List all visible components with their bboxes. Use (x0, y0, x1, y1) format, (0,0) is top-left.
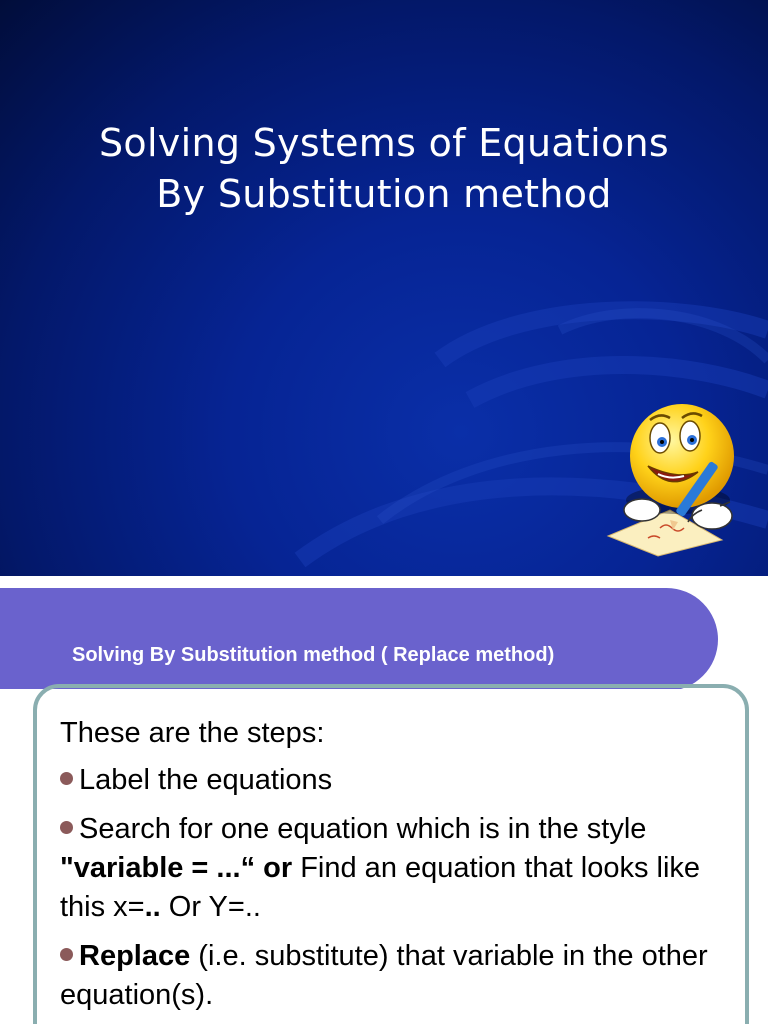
title-line-1: Solving Systems of Equations (98, 121, 670, 165)
step-text: Or Y=.. (160, 891, 261, 923)
header-band (0, 588, 718, 691)
steps-slide (0, 576, 768, 1024)
step-text: Search for one equation which is in the style (79, 813, 647, 845)
bullet-icon (60, 821, 73, 834)
steps-content (60, 714, 740, 1024)
bullet-icon (60, 772, 73, 785)
step-text: (i.e. substitute) that variable in the other equation(s). (60, 940, 708, 1011)
step-text: Find an equation that looks like this x= (60, 852, 701, 923)
step-emphasis: Replace (79, 940, 191, 972)
bullet-icon (60, 948, 73, 961)
steps-intro: These are the steps: (60, 717, 325, 749)
step-text: Label the equations (79, 764, 333, 796)
step-item-search (60, 810, 740, 927)
title-line-2: By Substitution method (156, 172, 612, 216)
step-item-label (60, 761, 740, 800)
step-emphasis: "variable = ...“ or (60, 852, 293, 884)
step-emphasis: .. (144, 891, 161, 923)
smiley-writing-icon (600, 398, 760, 558)
step-item-replace (60, 937, 740, 1015)
slide-header: Solving By Substitution method ( Replace method) (72, 644, 555, 666)
slide-title (0, 118, 768, 220)
